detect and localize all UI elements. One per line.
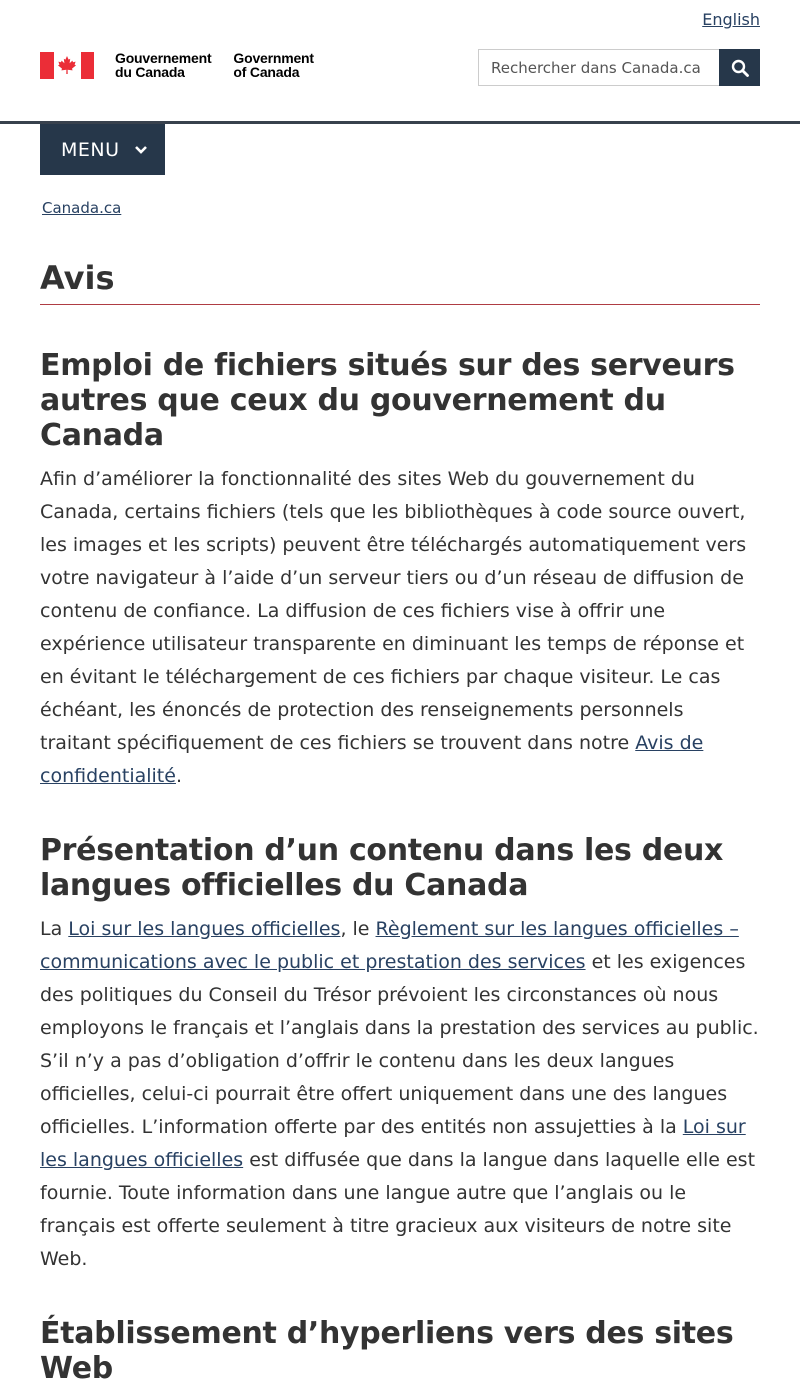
section-heading: Présentation d’un contenu dans les deux langues officielles du Canada bbox=[40, 833, 724, 903]
official-languages-regulations-link[interactable]: Règlement sur les langues officielles – communications avec le public et prestation des services bbox=[40, 918, 739, 973]
breadcrumb-home-link[interactable]: Canada.ca bbox=[42, 199, 122, 217]
section-hyperlinks bbox=[40, 1316, 760, 1386]
maple-leaf-icon bbox=[57, 55, 77, 75]
official-languages-act-link-2[interactable]: Loi sur les langues officielles bbox=[40, 1116, 746, 1171]
section-official-languages bbox=[40, 833, 760, 1276]
privacy-notice-link[interactable]: Avis de confidentialité bbox=[40, 732, 704, 787]
search-button[interactable] bbox=[719, 49, 760, 86]
section-heading: Établissement d’hyperliens vers des sites Web bbox=[40, 1316, 734, 1386]
paragraph-text: , le bbox=[340, 918, 376, 940]
paragraph-text: Afin d’améliorer la fonctionnalité des sites Web du gouvernement du Canada, certains fichiers (tels que les bibliothèques à code source ouvert, les images et les scripts) peuvent être téléchargés automatiquement vers votre navigateur à l’aide d’un serveur tiers ou d’un réseau de diffusion de contenu de confiance. La diffusion de ces fichiers vise à offrir une expérience utilisateur transparente en diminuant les temps de réponse et en évitant le téléchargement de ces fichiers par chaque visiteur. Le cas échéant, les énoncés de protection des renseignements personnels traitant spécifiquement de ces fichiers se trouvent dans notre bbox=[40, 468, 747, 754]
wordmark-en-line1: Government bbox=[233, 50, 314, 66]
main-content bbox=[40, 348, 760, 1396]
search-input[interactable] bbox=[478, 49, 719, 86]
wordmark-fr-line2: du Canada bbox=[115, 64, 185, 80]
section-third-party-files bbox=[40, 348, 760, 793]
site-search bbox=[478, 49, 760, 86]
paragraph-text: . bbox=[175, 765, 182, 787]
section-paragraph bbox=[40, 913, 760, 1276]
paragraph-text: La bbox=[40, 918, 69, 940]
paragraph-text: est diffusée que dans la langue dans laquelle elle est fournie. Toute information dans une langue autre que l’anglais ou le français est offerte seulement à titre gracieux aux visiteurs de notre site Web. bbox=[40, 1149, 756, 1270]
canada-flag-icon bbox=[40, 52, 94, 79]
section-heading: Emploi de fichiers situés sur des serveurs autres que ceux du gouvernement du Canada bbox=[40, 348, 735, 453]
menu-label: MENU bbox=[61, 138, 120, 161]
government-wordmark bbox=[115, 51, 314, 79]
chevron-down-icon bbox=[134, 145, 148, 155]
wordmark-en-line2: of Canada bbox=[233, 64, 300, 80]
wordmark-fr-line1: Gouvernement bbox=[115, 50, 212, 66]
paragraph-text: et les exigences des politiques du Conseil du Trésor prévoient les circonstances où nous employons le français et l’anglais dans la prestation des services au public. S’il n’y a pas d’obligation d’offrir le contenu dans les deux langues officielles, celui-ci pourrait être offert uniquement dans une des langues officielles. L’information offerte par des entités non assujetties à la bbox=[40, 951, 759, 1138]
page-title: Avis bbox=[40, 258, 760, 305]
breadcrumb bbox=[42, 199, 121, 217]
search-icon bbox=[731, 59, 749, 77]
section-paragraph bbox=[40, 463, 760, 793]
menu-button[interactable] bbox=[40, 124, 165, 175]
language-toggle-link[interactable]: English bbox=[702, 10, 760, 29]
government-brand[interactable] bbox=[40, 51, 314, 79]
official-languages-act-link[interactable]: Loi sur les langues officielles bbox=[68, 918, 341, 940]
